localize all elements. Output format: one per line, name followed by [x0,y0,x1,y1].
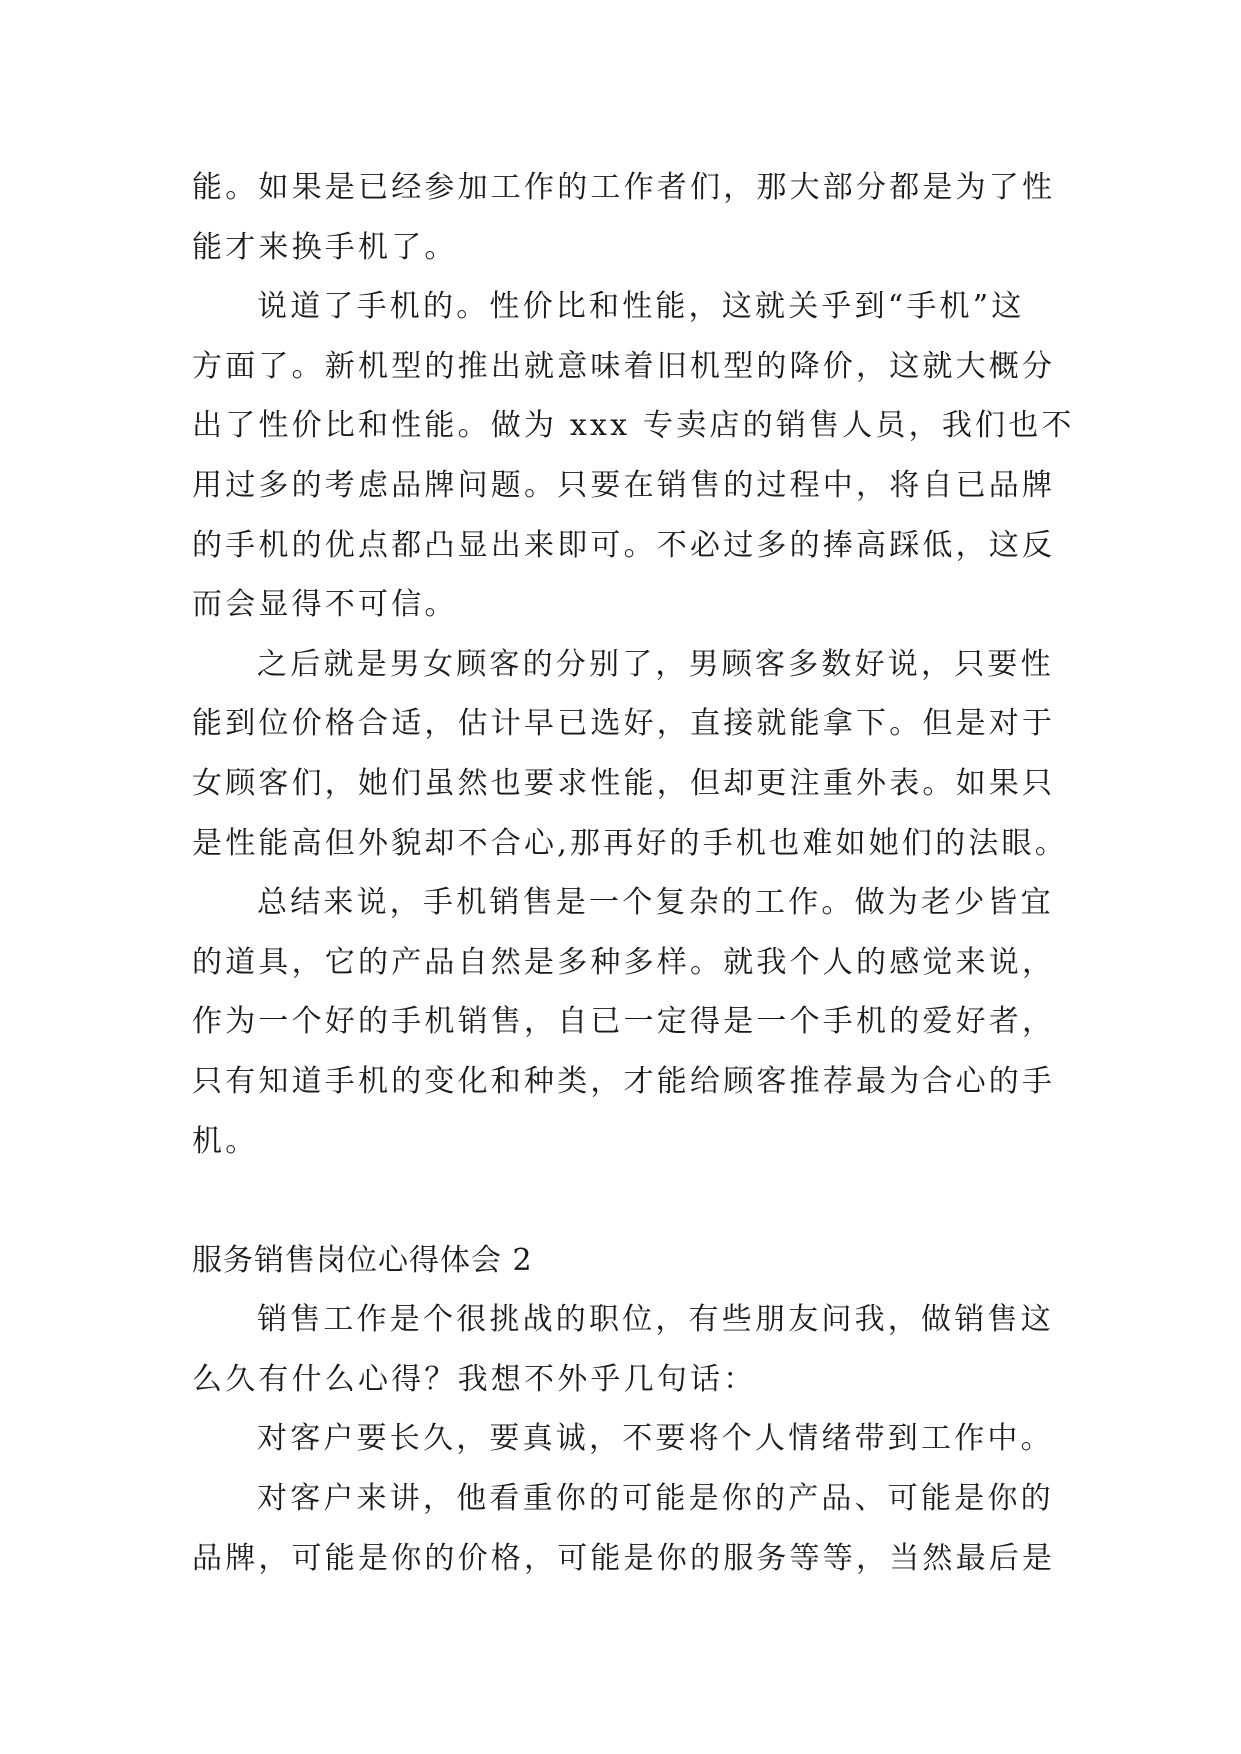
paragraph-start: 说道了手机的。性价比和性能，这就关乎到“手机”这 [257,289,1025,325]
text-line: 么久有什么心得？我想不外乎几句话： [192,1361,757,1397]
paragraph-start: 之后就是男女顾客的分别了，男顾客多数好说，只要性 [257,646,1054,682]
text-line: 是性能高但外貌却不合心,那再好的手机也难如她们的法眼。 [192,825,1068,861]
text-line: 机。 [192,1123,259,1159]
section-heading: 服务销售岗位心得体会 2 [192,1242,533,1278]
text-line: 而会显得不可信。 [192,587,458,623]
paragraph-start: 对客户来讲，他看重你的可能是你的产品、可能是你的 [257,1481,1054,1517]
text-line: 的手机的优点都凸显出来即可。不必过多的捧高踩低，这反 [192,527,1056,563]
text-line: 能到位价格合适，估计早已选好，直接就能拿下。但是对于 [192,706,1056,742]
document-body [192,158,1075,1588]
text-line: 女顾客们，她们虽然也要求性能，但却更注重外表。如果只 [192,765,1056,801]
text-line: 作为一个好的手机销售，自已一定得是一个手机的爱好者， [192,1004,1056,1040]
paragraph-start: 对客户要长久，要真诚，不要将个人情绪带到工作中。 [257,1421,1054,1457]
text-line: 品牌，可能是你的价格，可能是你的服务等等，当然最后是 [192,1540,1056,1576]
text-line: 能。如果是已经参加工作的工作者们，那大部分都是为了性 [192,170,1056,205]
blank-line [192,1171,1062,1231]
text-line: 出了性价比和性能。做为 xxx 专卖店的销售人员，我们也不 [192,408,1075,444]
text-line: 只有知道手机的变化和种类，才能给顾客推荐最为合心的手 [192,1063,1056,1099]
text-line: 能才来换手机了。 [192,229,458,265]
text-line: 方面了。新机型的推出就意味着旧机型的降价，这就大概分 [192,348,1056,384]
paragraph-start: 销售工作是个很挑战的职位，有些朋友问我，做销售这 [257,1302,1054,1338]
text-line: 用过多的考虑品牌问题。只要在销售的过程中，将自已品牌 [192,467,1056,503]
paragraph-start: 总结来说，手机销售是一个复杂的工作。做为老少皆宜 [257,885,1054,921]
text-line: 的道具，它的产品自然是多种多样。就我个人的感觉来说， [192,944,1056,980]
